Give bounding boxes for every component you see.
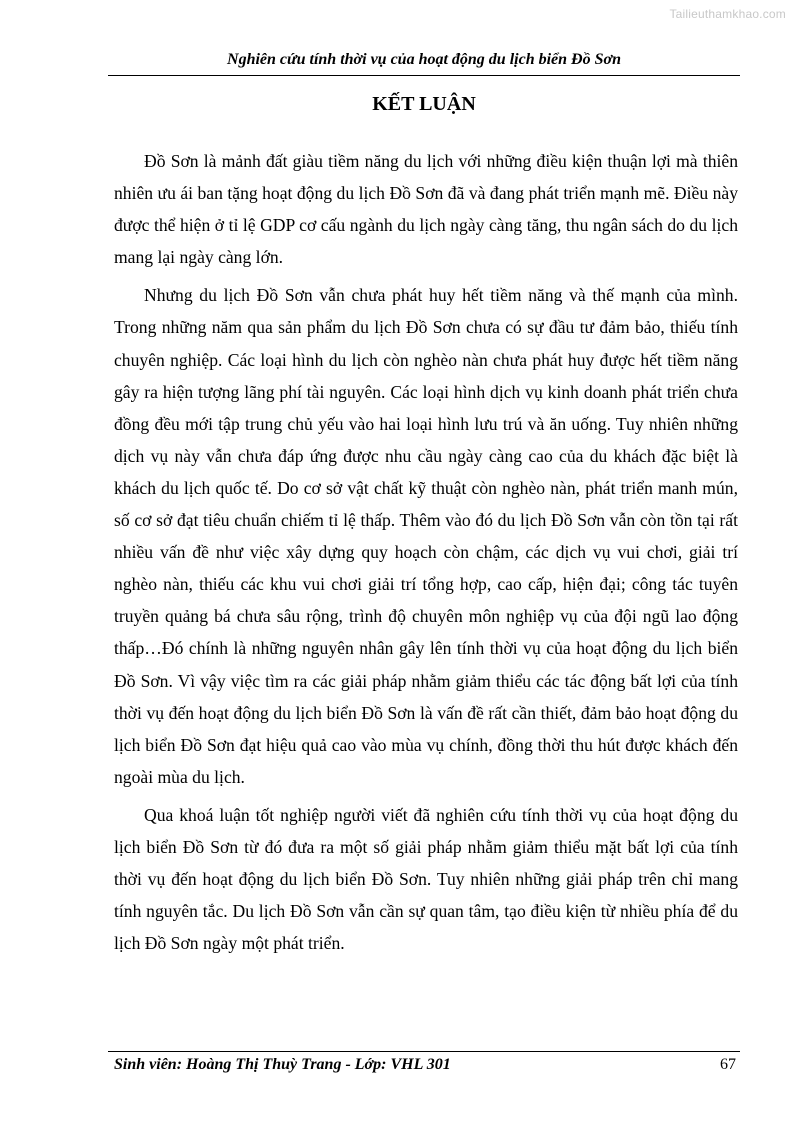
paragraph-3: Qua khoá luận tốt nghiệp người viết đã nghiên cứu tính thời vụ của hoạt động du lịch biển Đồ Sơn từ đó đưa ra một số giải pháp nhằm giảm thiểu mặt bất lợi của tính thời vụ đến hoạt động du lịch biển Đồ Sơn. Tuy nhiên những giải pháp trên chỉ mang tính nguyên tắc. Du lịch Đồ Sơn vẫn cần sự quan tâm, tạo điều kiện từ nhiều phía để du lịch Đồ Sơn ngày một phát triển. bbox=[114, 804, 738, 954]
footer-student-info: Sinh viên: Hoàng Thị Thuỳ Trang - Lớp: VHL 301 bbox=[114, 1056, 451, 1073]
document-body bbox=[114, 145, 738, 965]
paragraph-2: Nhưng du lịch Đồ Sơn vẫn chưa phát huy hết tiềm năng và thế mạnh của mình. Trong những năm qua sản phẩm du lịch Đồ Sơn chưa có sự đầu tư đảm bảo, thiếu tính chuyên nghiệp. Các loại hình du lịch còn nghèo nàn chưa phát huy được hết tiềm năng gây ra hiện tượng lãng phí tài nguyên. Các loại hình dịch vụ kinh doanh phát triển chưa đồng đều mới tập trung chủ yếu vào hai loại hình lưu trú và ăn uống. Tuy nhiên những dịch vụ này vẫn chưa đáp ứng được nhu cầu ngày càng cao của du khách đặc biệt là khách du lịch quốc tế. Do cơ sở vật chất kỹ thuật còn nghèo nàn, phát triển manh mún, số cơ sở đạt tiêu chuẩn chiếm tỉ lệ thấp. Thêm vào đó du lịch Đồ Sơn vẫn còn tồn tại rất nhiều vấn đề như việc xây dựng quy hoạch còn chậm, các dịch vụ vui chơi, giải trí nghèo nàn, thiếu các khu vui chơi giải trí tổng hợp, cao cấp, hiện đại; công tác tuyên truyền quảng bá chưa sâu rộng, trình độ chuyên môn nghiệp vụ của đội ngũ lao động thấp…Đó chính là những nguyên nhân gây lên tính thời vụ của hoạt động du lịch biển Đồ Sơn. Vì vậy việc tìm ra các giải pháp nhằm giảm thiểu các tác động bất lợi của tính thời vụ đến hoạt động du lịch biển Đồ Sơn là vấn đề rất cần thiết, đảm bảo hoạt động du lịch biển Đồ Sơn đạt hiệu quả cao vào mùa vụ chính, đồng thời thu hút được khách đến ngoài mùa du lịch. bbox=[114, 285, 738, 787]
page-number: 67 bbox=[720, 1056, 736, 1073]
section-title: KẾT LUẬN bbox=[372, 93, 476, 115]
paragraph-1: Đồ Sơn là mảnh đất giàu tiềm năng du lịch với những điều kiện thuận lợi mà thiên nhiên ưu ái ban tặng hoạt động du lịch Đồ Sơn đã và đang phát triển mạnh mẽ. Điều này được thể hiện ở tỉ lệ GDP cơ cấu ngành du lịch ngày càng tăng, thu ngân sách do du lịch mang lại ngày càng lớn. bbox=[114, 151, 738, 268]
footer-divider bbox=[108, 1051, 740, 1052]
watermark-text: Tailieuthamkhao.com bbox=[669, 7, 786, 21]
header-divider bbox=[108, 75, 740, 76]
running-header: Nghiên cứu tính thời vụ của hoạt động du lịch biển Đồ Sơn bbox=[227, 51, 621, 68]
